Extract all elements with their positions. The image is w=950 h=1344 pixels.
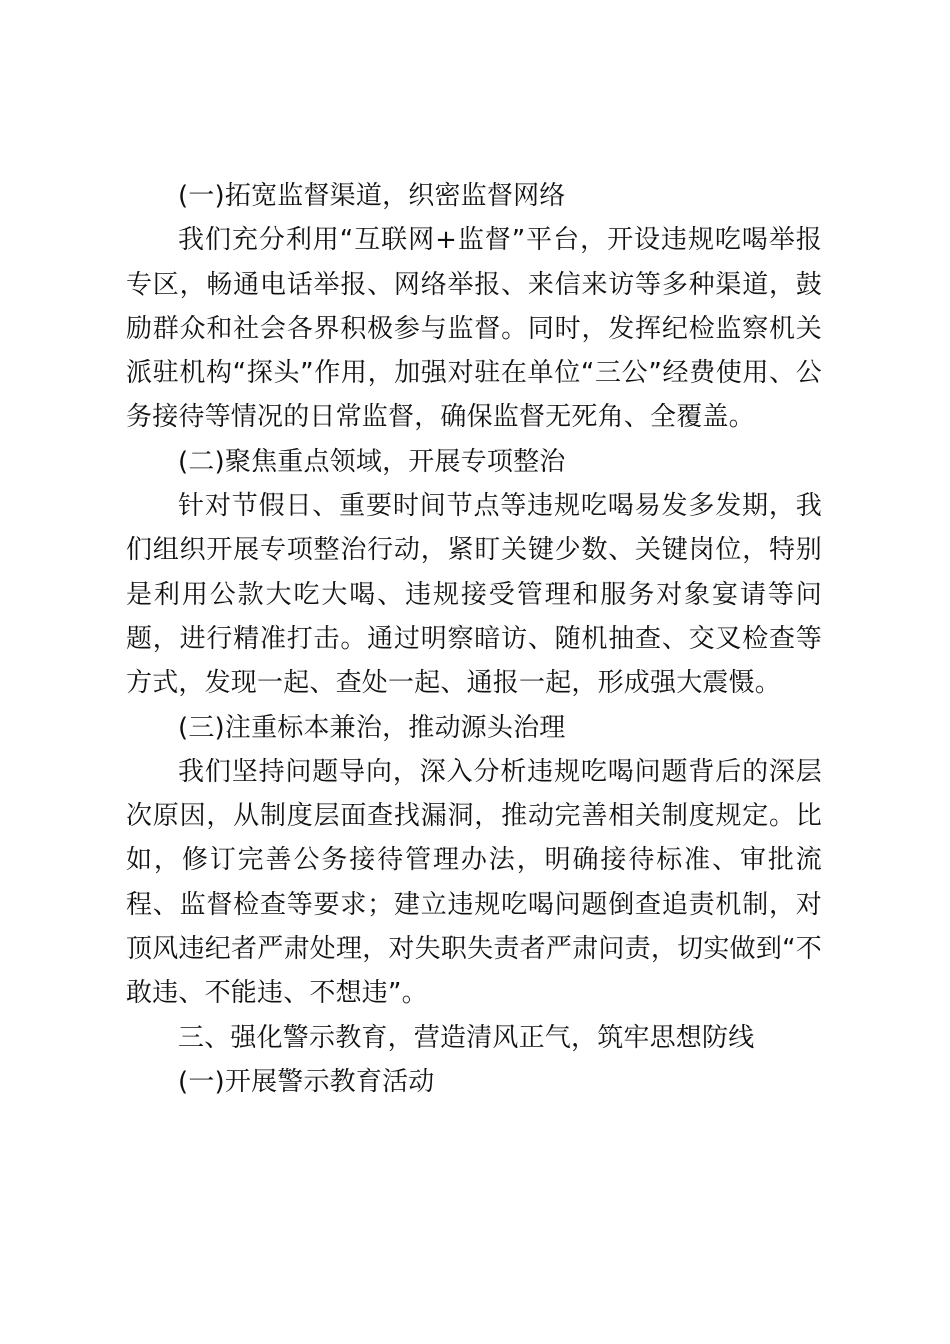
paragraph-2: 针对节假日、重要时间节点等违规吃喝易发多发期，我们组织开展专项整治行动，紧盯关键少数、关键岗位，特别是利用公款大吃大喝、违规接受管理和服务对象宴请等问题，进行精准打击。通过明察暗访、随机抽查、交叉检查等方式，发现一起、查处一起、通报一起，形成强大震慑。 (126, 491, 822, 699)
paragraph-1: 我们充分利用“互联网+监督”平台，开设违规吃喝举报专区，畅通电话举报、网络举报、来信来访等多种渠道，鼓励群众和社会各界积极参与监督。同时，发挥纪检监察机关派驻机构“探头”作用，加强对驻在单位“三公”经费使用、公务接待等情况的日常监督，确保监督无死角、全覆盖。 (126, 225, 822, 433)
chapter-heading-3: 三、强化警示教育，营造清风正气，筑牢思想防线 (178, 1022, 755, 1053)
section-heading-4: (一)开展警示教育活动 (178, 1066, 435, 1097)
section-heading-3: (三)注重标本兼治，推动源头治理 (178, 712, 566, 743)
section-heading-2: (二)聚焦重点领域，开展专项整治 (178, 446, 566, 477)
section-heading-1: (一)拓宽监督渠道，织密监督网络 (178, 181, 566, 211)
document-body (126, 174, 822, 1104)
paragraph-3: 我们坚持问题导向，深入分析违规吃喝问题背后的深层次原因，从制度层面查找漏洞，推动完善相关制度规定。比如，修订完善公务接待管理办法，明确接待标准、审批流程、监督检查等要求；建立违规吃喝问题倒查追责机制，对顶风违纪者严肃处理，对失职失责者严肃问责，切实做到“不敢违、不能违、不想违”。 (126, 756, 822, 1009)
